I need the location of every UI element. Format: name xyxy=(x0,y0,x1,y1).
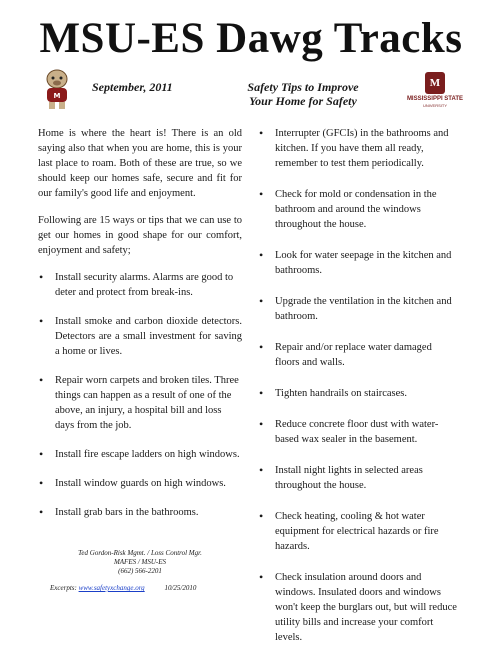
list-item: • Install window guards on high windows. xyxy=(38,476,242,491)
newsletter-title: MSU-ES Dawg Tracks xyxy=(39,15,463,62)
intro-paragraph-1: Home is where the heart is! There is an old saying also that when you are home, this is your last place to roam. Both of these are true, so we should keep our homes safe, secure and fit for our family's good life and enjoyment. xyxy=(38,128,242,199)
source-link[interactable]: www.safetyxchange.org xyxy=(78,584,145,592)
list-item: • Check heating, cooling & hot water equipment for electrical hazards or fire hazards. xyxy=(258,509,458,554)
tips-list-right xyxy=(258,126,458,645)
right-column xyxy=(258,126,458,661)
tips-list-left xyxy=(38,270,242,520)
list-item: • Reduce concrete floor dust with water-based wax sealer in the basement. xyxy=(258,417,458,447)
list-item: • Install security alarms. Alarms are good to deter and protect from break-ins. xyxy=(38,270,242,300)
contact-phone: (662) 566-2201 xyxy=(118,567,162,575)
excerpt-date: 10/25/2010 xyxy=(164,584,197,592)
list-item: • Install grab bars in the bathrooms. xyxy=(38,505,242,520)
msu-logo xyxy=(405,72,465,108)
list-item: • Repair worn carpets and broken tiles. Three things can happen as a result of one of the above, an injury, a hospital bill and loss days from the job. xyxy=(38,373,242,433)
list-item: • Upgrade the ventilation in the kitchen and bathroom. xyxy=(258,294,458,324)
list-item: • Look for water seepage in the kitchen and bathrooms. xyxy=(258,248,458,278)
excerpt-source xyxy=(50,584,196,592)
list-item: • Install night lights in selected areas throughout the house. xyxy=(258,463,458,493)
logo-sub: UNIVERSITY xyxy=(422,103,447,108)
list-item: • Install fire escape ladders on high windows. xyxy=(38,447,242,462)
list-item: • Repair and/or replace water damaged floors and walls. xyxy=(258,340,458,370)
list-item: • Check insulation around doors and windows. Insulated doors and windows won't keep the burglars out, but will reduce utility bills and increase your comfort levels. xyxy=(258,570,458,645)
bulldog-mascot-icon xyxy=(40,68,74,110)
subtitle-line-2: Your Home for Safety xyxy=(249,94,357,108)
svg-text:M: M xyxy=(53,92,61,100)
excerpt-label: Excerpts: xyxy=(50,584,77,592)
issue-date: September, 2011 xyxy=(92,80,173,94)
list-item: • Check for mold or condensation in the bathroom and around the windows throughout the house. xyxy=(258,187,458,232)
list-item: • Tighten handrails on staircases. xyxy=(258,386,458,401)
contact-name: Ted Gordon-Risk Mgmt. / Loss Control Mgr. xyxy=(78,549,202,557)
left-column xyxy=(38,126,242,534)
issue-subtitle xyxy=(218,80,388,108)
list-item: • Install smoke and carbon dioxide detectors. Detectors are a small investment for saving a home or lives. xyxy=(38,314,242,359)
contact-block xyxy=(40,549,240,576)
intro-paragraph-2: Following are 15 ways or tips that we can use to get our homes in good shape for our comfort, enjoyment and safety; xyxy=(38,215,242,256)
msu-logo-mark-icon: M xyxy=(425,72,445,94)
list-item: • Interrupter (GFCIs) in the bathrooms and kitchen. If you have them all ready, remember to test them periodically. xyxy=(258,126,458,171)
contact-org: MAFES / MSU-ES xyxy=(113,558,167,566)
logo-text: MISSISSIPPI STATE xyxy=(406,96,464,102)
subtitle-line-1: Safety Tips to Improve xyxy=(247,80,359,94)
